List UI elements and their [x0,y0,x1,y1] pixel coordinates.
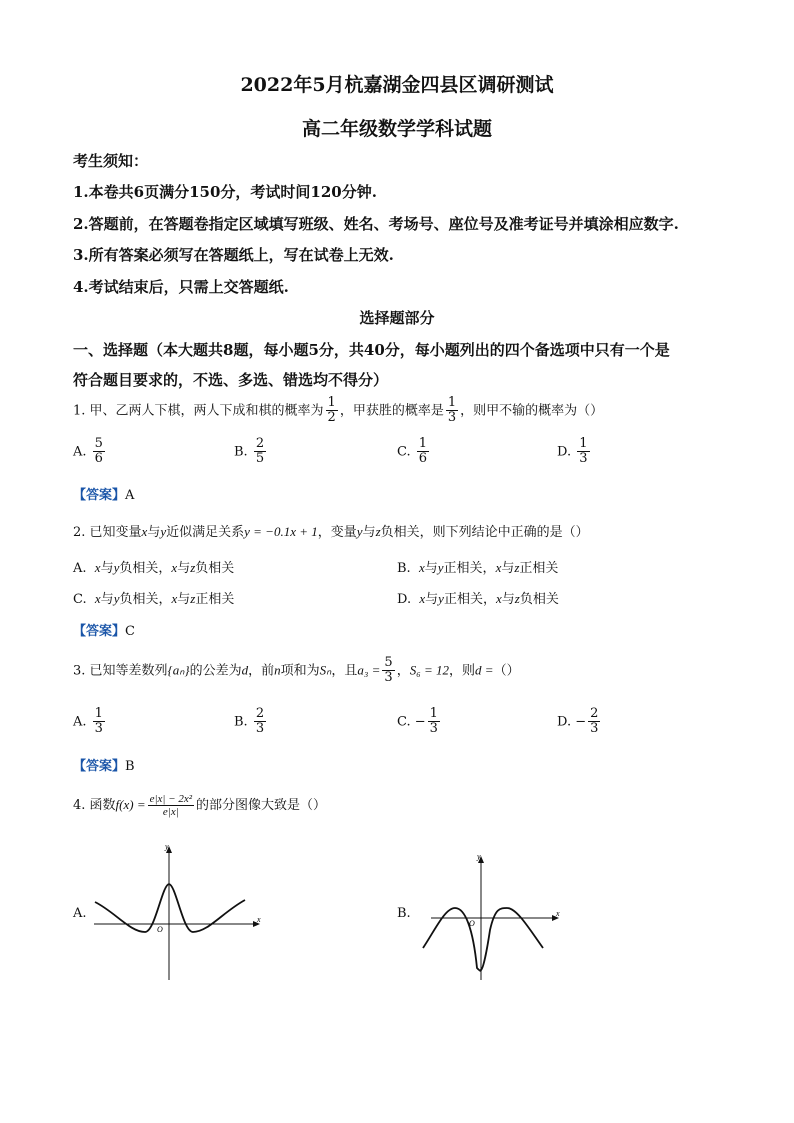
var-x: x [419,591,426,606]
relation: 正相关 [519,561,559,576]
q4-option-a-label: A. [73,906,87,921]
q2-option-b [397,557,558,576]
q2-text: 2. 已知变量 [73,525,142,540]
notice-heading: 考生须知： [73,152,149,170]
q4-text: 的部分图像大致是（） [196,798,327,814]
q3-option-b [234,707,268,737]
q3-text: ，且 [331,663,358,679]
curve-b [423,908,543,971]
option-label: D. [397,592,412,607]
q4-graph-b[interactable] [415,850,565,985]
frac-num: 1 [447,395,457,410]
text-yu: 与 [100,592,114,607]
q3-text: 的公差为 [189,663,242,679]
text-yu: 与 [424,561,438,576]
q3-option-c [397,707,442,737]
var-z: z [514,560,520,575]
var-x: x [495,560,502,575]
var-y: y [113,591,120,606]
frac-den: e|x| [162,806,179,819]
q1-option-b [234,437,268,467]
var-n: n [274,662,281,678]
separator: ， [482,592,496,607]
separator: ， [158,561,172,576]
var-s6: S₆ = 12 [409,662,450,678]
frac-den: 6 [94,451,103,467]
q2-text: ，变量 [317,525,357,540]
var-z: z [190,591,196,606]
var-y: y [356,524,363,539]
option-label: A. [73,714,87,730]
frac-num: 1 [429,706,438,721]
q3-text: 项和为 [280,663,320,679]
text-yu: 与 [501,561,515,576]
frac-den: 2 [327,410,336,426]
var-z: z [190,560,196,575]
q3-option-a [73,707,107,737]
var-y: y [160,524,167,539]
q1-option-d [557,437,592,467]
q2-option-a [73,557,234,576]
var-y: y [437,560,444,575]
option-label: C. [397,714,411,730]
q1-option-c [397,437,431,467]
frac-den: 3 [590,721,599,737]
frac-num: 1 [579,436,588,451]
answer-value: C [125,624,135,639]
q4-function: f(x) = [115,797,146,813]
relation: 正相关 [443,592,483,607]
option-label: D. [557,444,572,460]
var-y: y [113,560,120,575]
q2-equation: y = −0.1x + 1 [244,524,318,539]
frac-den: 3 [94,721,103,737]
sign: − [414,714,426,730]
frac-num: 5 [94,436,103,451]
frac-den: 3 [384,670,393,686]
relation: 正相关 [443,561,483,576]
q3-text: ，前 [248,663,275,679]
text-yu: 与 [100,561,114,576]
frac-num: 2 [255,436,265,451]
q4-graph-a[interactable] [90,840,265,985]
frac-num: 2 [255,706,265,721]
frac-num: 1 [418,436,428,451]
exam-subtitle: 高二年级数学学科试题 [301,118,492,140]
frac-num: 2 [590,706,599,721]
question-2 [73,521,589,540]
y-axis-label: y [477,852,481,861]
q2-text: 负相关，则下列结论中正确的是（） [380,525,589,540]
var-x: x [141,524,148,539]
relation: 负相关 [519,592,559,607]
text-yu: 与 [425,592,439,607]
option-label: D. [557,714,572,730]
relation: 负相关 [119,561,159,576]
q3-answer [73,755,135,774]
frac-num: e|x| − 2x² [149,793,193,805]
notice-item-2: 2.答题前，在答题卷指定区域填写班级、姓名、考场号、座位号及准考证号并填涂相应数字. [73,215,679,233]
frac-den: 3 [579,451,588,467]
x-axis-label: x [556,909,560,918]
option-label: A. [73,444,87,460]
q3-fraction [382,656,394,686]
notice-item-1: 1.本卷共6页满分150分，考试时间120分钟. [73,183,377,201]
origin-label: O [469,919,475,928]
section-intro-line2: 符合题目要求的，不选、多选、错选均不得分） [73,371,389,389]
text-yu: 与 [501,592,515,607]
relation: 正相关 [195,592,235,607]
frac-num: 5 [384,655,393,670]
q3-text: （） [493,663,520,679]
frac-den: 6 [418,451,428,467]
var-d: d [241,662,249,678]
option-label: C. [73,592,87,607]
q2-option-d [397,588,559,607]
q2-text: 近似满足关系 [166,525,245,540]
option-label: C. [397,444,411,460]
var-x: x [495,591,502,606]
q4-option-b-label: B. [397,906,411,921]
q4-fraction [148,793,194,818]
y-axis-label: y [165,842,169,851]
question-4 [73,793,326,818]
section-title: 选择题部分 [359,309,435,327]
var-x: x [418,560,425,575]
q3-text: ，则 [449,663,476,679]
var-x: x [94,591,101,606]
notice-item-4: 4.考试结束后，只需上交答题纸. [73,278,289,296]
q3-sequence: {aₙ} [167,662,190,678]
x-axis-label: x [257,915,261,924]
var-x: x [94,560,101,575]
answer-value: B [125,759,135,774]
answer-tag: 【答案】 [73,624,126,639]
frac-den: 3 [429,721,438,737]
separator: ， [158,592,172,607]
var-z: z [514,591,520,606]
relation: 负相关 [195,561,235,576]
text-yu: 与 [177,592,191,607]
var-sn: Sₙ [319,662,332,678]
answer-tag: 【答案】 [73,759,126,774]
option-label: B. [234,444,248,460]
relation: 负相关 [119,592,159,607]
answer-tag: 【答案】 [73,488,126,503]
q1-fraction-win [446,396,458,426]
q1-option-a [73,437,107,467]
question-1 [73,396,603,426]
option-label: A. [73,561,87,576]
q1-text-pre: 1. 甲、乙两人下棋，两人下成和棋的概率为 [73,403,324,419]
q2-option-c [73,588,234,607]
q1-text-mid: ，甲获胜的概率是 [339,403,444,419]
var-y: y [438,591,444,606]
option-label: B. [397,561,411,576]
q4-text: 4. 函数 [73,798,116,814]
separator: ， [482,561,496,576]
frac-den: 3 [447,410,457,426]
var-x: x [171,591,178,606]
frac-num: 1 [94,706,103,721]
exam-title: 2022年5月杭嘉湖金四县区调研测试 [240,74,554,96]
q1-answer [73,484,134,503]
frac-den: 3 [255,721,265,737]
option-label: B. [234,714,248,730]
frac-den: 5 [255,451,265,467]
q3-text: ， [396,663,410,679]
section-intro-line1: 一、选择题（本大题共8题，每小题5分，共40分，每小题列出的四个备选项中只有一个是 [73,341,670,359]
q2-text: 与 [147,525,161,540]
q3-option-d [557,707,602,737]
var-x: x [171,560,178,575]
q3-text: 3. 已知等差数列 [73,663,168,679]
var-z: z [375,524,381,539]
q1-fraction-draw [326,396,338,426]
answer-value: A [125,488,135,503]
q2-answer [73,620,135,639]
var-a3: a₃ = [357,662,381,678]
origin-label: O [157,925,163,934]
curve-a [95,884,245,932]
var-d: d = [475,662,494,678]
q1-text-post: ，则甲不输的概率为（） [460,403,604,419]
question-3 [73,656,520,686]
notice-item-3: 3.所有答案必须写在答题纸上，写在试卷上无效. [73,246,394,264]
text-yu: 与 [177,561,191,576]
q2-text: 与 [362,525,376,540]
frac-num: 1 [327,395,336,410]
sign: − [575,714,587,730]
